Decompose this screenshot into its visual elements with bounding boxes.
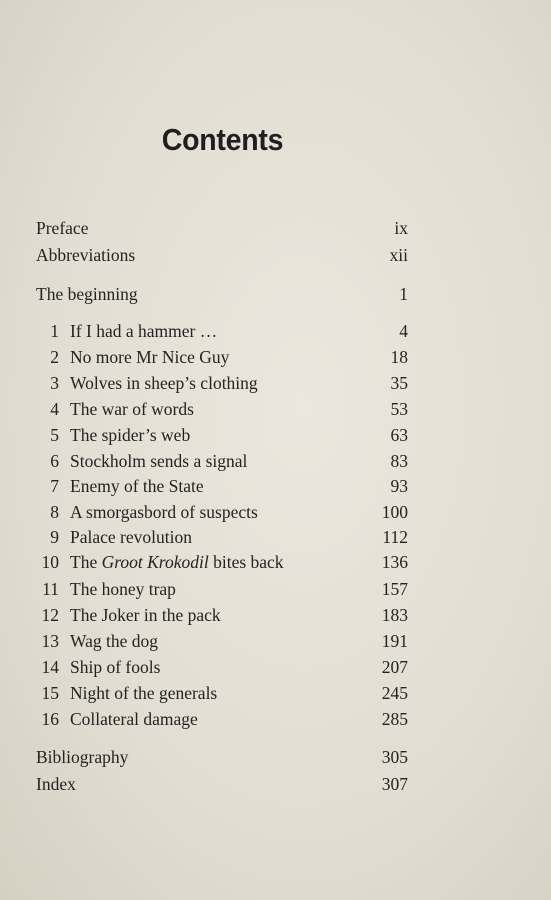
chapter-number: 4 bbox=[50, 399, 59, 419]
toc-chapter-11 bbox=[36, 577, 408, 601]
chapter-number: 13 bbox=[41, 631, 59, 651]
chapter-title bbox=[70, 550, 284, 574]
chapter-title: Stockholm sends a signal bbox=[70, 451, 248, 471]
chapter-page: 191 bbox=[381, 631, 408, 651]
page-title: Contents bbox=[161, 122, 284, 157]
toc-entry-bibliography bbox=[36, 745, 408, 769]
chapter-title: The spider’s web bbox=[70, 425, 191, 445]
chapter-number: 10 bbox=[41, 552, 59, 572]
toc-entry-page: xii bbox=[389, 245, 408, 265]
chapter-page: 183 bbox=[381, 605, 408, 625]
chapter-number: 9 bbox=[50, 527, 59, 547]
toc-entry-abbreviations bbox=[36, 243, 408, 267]
toc-chapter-9 bbox=[36, 525, 408, 549]
chapter-number: 8 bbox=[50, 502, 59, 522]
chapter-title: If I had a hammer … bbox=[70, 321, 218, 341]
chapter-number: 16 bbox=[41, 709, 59, 729]
chapter-page: 63 bbox=[390, 425, 408, 445]
chapter-page: 18 bbox=[390, 347, 408, 367]
toc-entry-title: Abbreviations bbox=[36, 245, 136, 265]
toc-chapter-6 bbox=[36, 449, 408, 473]
chapter-title: Wolves in sheep’s clothing bbox=[70, 373, 258, 393]
toc-chapter-14 bbox=[36, 655, 408, 679]
chapter-title-italic: Groot Krokodil bbox=[101, 552, 209, 572]
toc-entry-title: Bibliography bbox=[36, 747, 129, 767]
toc-entry-page: 305 bbox=[381, 747, 408, 767]
toc-entry-title: Index bbox=[36, 774, 76, 794]
toc-chapter-13 bbox=[36, 629, 408, 653]
chapter-page: 35 bbox=[390, 373, 408, 393]
chapter-page: 285 bbox=[381, 709, 408, 729]
chapter-title: Ship of fools bbox=[70, 657, 161, 677]
chapter-page: 100 bbox=[381, 502, 408, 522]
chapter-page: 136 bbox=[381, 552, 408, 572]
toc-chapter-12 bbox=[36, 603, 408, 627]
toc-chapter-10 bbox=[36, 550, 408, 574]
toc-entry-page: 1 bbox=[399, 284, 408, 304]
chapter-number: 12 bbox=[41, 605, 59, 625]
chapter-page: 245 bbox=[381, 683, 408, 703]
toc-chapter-1 bbox=[36, 319, 408, 343]
toc-chapter-5 bbox=[36, 423, 408, 447]
toc-entry-title: The beginning bbox=[36, 284, 138, 304]
chapter-title: The honey trap bbox=[70, 579, 176, 599]
chapter-number: 1 bbox=[50, 321, 59, 341]
chapter-number: 14 bbox=[41, 657, 59, 677]
toc-chapter-8 bbox=[36, 500, 408, 524]
chapter-number: 6 bbox=[50, 451, 59, 471]
chapter-title: Palace revolution bbox=[70, 527, 192, 547]
toc-entry-index bbox=[36, 772, 408, 796]
chapter-title: No more Mr Nice Guy bbox=[70, 347, 230, 367]
chapter-title: A smorgasbord of suspects bbox=[70, 502, 258, 522]
toc-entry-title: Preface bbox=[36, 218, 89, 238]
chapter-title: Enemy of the State bbox=[70, 476, 204, 496]
chapter-page: 112 bbox=[382, 527, 408, 547]
chapter-title: The war of words bbox=[70, 399, 194, 419]
chapter-page: 93 bbox=[390, 476, 408, 496]
chapter-title-pre: The bbox=[70, 552, 102, 572]
chapter-number: 15 bbox=[41, 683, 59, 703]
toc-chapter-15 bbox=[36, 681, 408, 705]
chapter-page: 207 bbox=[381, 657, 408, 677]
chapter-title-post: bites back bbox=[208, 552, 284, 572]
toc-entry-preface bbox=[36, 216, 408, 240]
chapter-number: 2 bbox=[50, 347, 59, 367]
toc-entry-page: ix bbox=[394, 218, 408, 238]
chapter-page: 53 bbox=[390, 399, 408, 419]
toc-chapter-2 bbox=[36, 345, 408, 369]
chapter-title: Wag the dog bbox=[70, 631, 159, 651]
chapter-title: Night of the generals bbox=[70, 683, 218, 703]
chapter-number: 7 bbox=[50, 476, 59, 496]
chapter-number: 3 bbox=[50, 373, 59, 393]
chapter-number: 11 bbox=[42, 579, 59, 599]
toc-chapter-4 bbox=[36, 397, 408, 421]
toc-chapter-7 bbox=[36, 474, 408, 498]
toc-chapter-3 bbox=[36, 371, 408, 395]
toc-entry-page: 307 bbox=[381, 774, 408, 794]
chapter-page: 157 bbox=[381, 579, 408, 599]
toc-entry-the-beginning bbox=[36, 282, 408, 306]
chapter-title: Collateral damage bbox=[70, 709, 198, 729]
chapter-page: 83 bbox=[390, 451, 408, 471]
chapter-number: 5 bbox=[50, 425, 59, 445]
toc-chapter-16 bbox=[36, 707, 408, 731]
chapter-page: 4 bbox=[399, 321, 408, 341]
chapter-title: The Joker in the pack bbox=[70, 605, 221, 625]
